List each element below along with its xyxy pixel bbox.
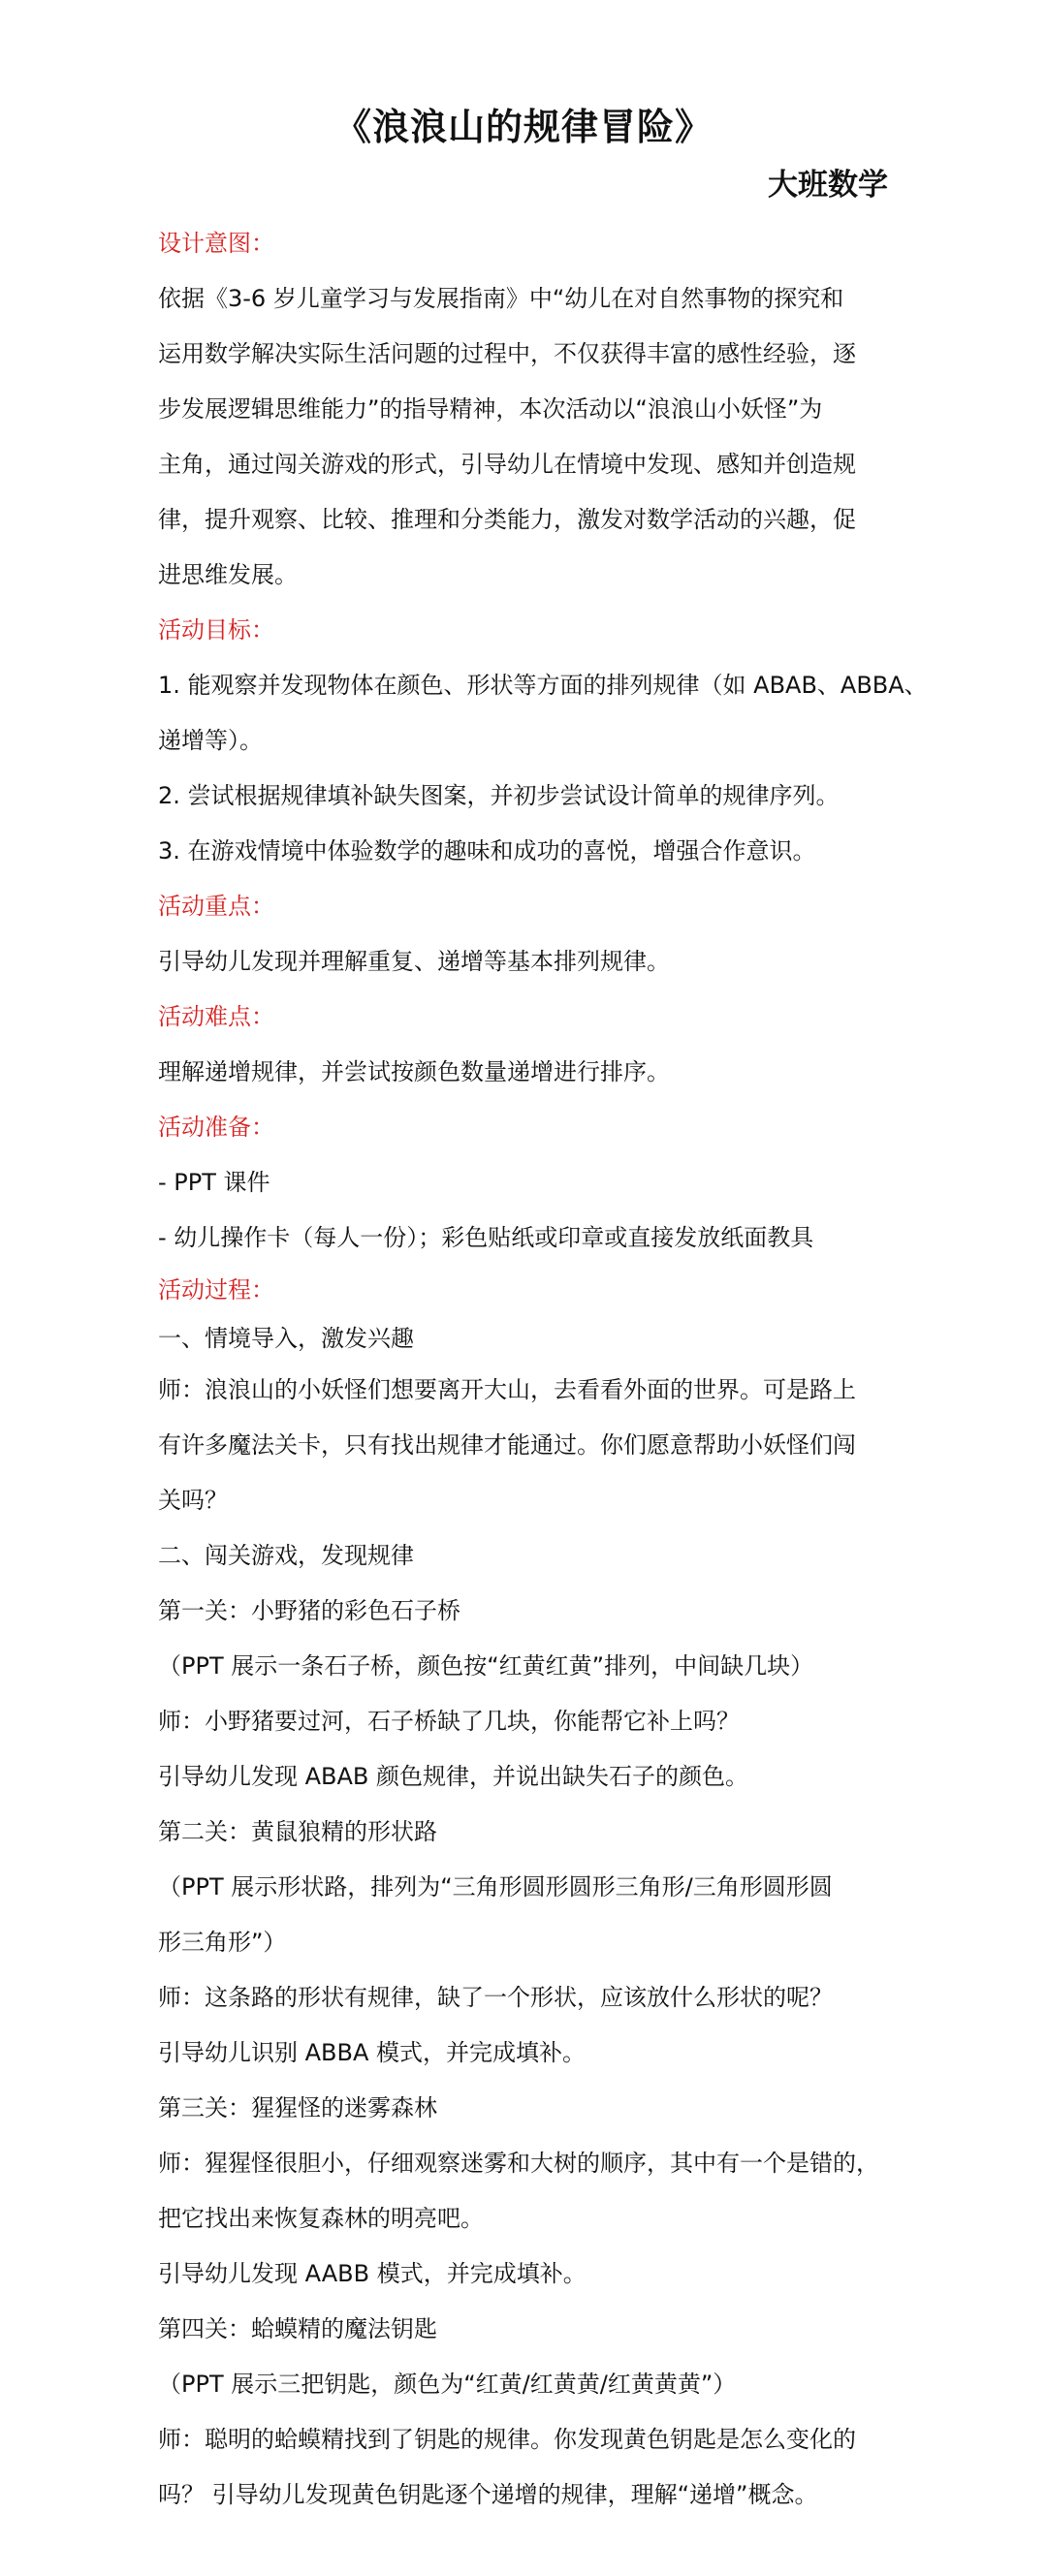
document-subtitle: 大班数学 [768, 168, 888, 203]
body-line: 师：猩猩怪很胆小，仔细观察迷雾和大树的顺序，其中有一个是错的， [158, 2150, 879, 2177]
body-line: 律，提升观察、比较、推理和分类能力，激发对数学活动的兴趣，促 [158, 506, 856, 533]
body-line: （PPT 展示一条石子桥，颜色按“红黄红黄”排列，中间缺几块） [158, 1652, 814, 1680]
body-line: 关吗？ [158, 1487, 228, 1514]
body-line: 3. 在游戏情境中体验数学的趣味和成功的喜悦，增强合作意识。 [158, 837, 816, 864]
section-heading: 活动目标： [158, 616, 274, 644]
body-line: 师：聪明的蛤蟆精找到了钥匙的规律。你发现黄色钥匙是怎么变化的 [158, 2426, 856, 2453]
body-line: 运用数学解决实际生活问题的过程中，不仅获得丰富的感性经验，逐 [158, 340, 856, 367]
section-heading: 活动重点： [158, 893, 274, 920]
body-line: 形三角形”） [158, 1929, 287, 1956]
body-line: 引导幼儿发现 ABAB 颜色规律，并说出缺失石子的颜色。 [158, 1763, 749, 1790]
body-line: （PPT 展示三把钥匙，颜色为“红黄/红黄黄/红黄黄黄”） [158, 2371, 737, 2398]
body-line: 递增等）。 [158, 727, 263, 754]
body-line: 师：这条路的形状有规律，缺了一个形状，应该放什么形状的呢？ [158, 1984, 833, 2011]
body-line: 理解递增规律，并尝试按颜色数量递增进行排序。 [158, 1058, 670, 1085]
section-heading: 活动准备： [158, 1114, 274, 1141]
body-line: 引导幼儿发现 AABB 模式，并完成填补。 [158, 2260, 587, 2287]
body-line: 依据《3-6 岁儿童学习与发展指南》中“幼儿在对自然事物的探究和 [158, 285, 844, 312]
body-line: 第四关：蛤蟆精的魔法钥匙 [158, 2315, 437, 2342]
body-line: 一、情境导入，激发兴趣 [158, 1325, 414, 1352]
body-line: 2. 尝试根据规律填补缺失图案，并初步尝试设计简单的规律序列。 [158, 782, 840, 809]
body-line: 第二关：黄鼠狼精的形状路 [158, 1818, 437, 1845]
body-line: 二、闯关游戏，发现规律 [158, 1542, 414, 1569]
section-heading: 活动过程： [158, 1276, 274, 1304]
body-line: 1. 能观察并发现物体在颜色、形状等方面的排列规律（如 ABAB、ABBA、 [158, 672, 928, 699]
body-line: 师：浪浪山的小妖怪们想要离开大山，去看看外面的世界。可是路上 [158, 1376, 856, 1403]
body-line: （PPT 展示形状路，排列为“三角形圆形圆形三角形/三角形圆形圆 [158, 1873, 833, 1901]
section-heading: 活动难点： [158, 1003, 274, 1030]
body-line: 引导幼儿识别 ABBA 模式，并完成填补。 [158, 2039, 587, 2066]
document-title: 《浪浪山的规律冒险》 [333, 106, 713, 148]
body-line: 吗？ 引导幼儿发现黄色钥匙逐个递增的规律，理解“递增”概念。 [158, 2481, 818, 2508]
body-line: 把它找出来恢复森林的明亮吧。 [158, 2205, 484, 2232]
body-line: - 幼儿操作卡（每人一份）；彩色贴纸或印章或直接发放纸面教具 [158, 1224, 814, 1251]
body-line: 第三关：猩猩怪的迷雾森林 [158, 2094, 437, 2121]
section-heading: 设计意图： [158, 230, 274, 257]
body-line: - PPT 课件 [158, 1169, 270, 1196]
body-line: 步发展逻辑思维能力”的指导精神，本次活动以“浪浪山小妖怪”为 [158, 395, 823, 423]
body-line: 有许多魔法关卡，只有找出规律才能通过。你们愿意帮助小妖怪们闯 [158, 1431, 856, 1459]
body-line: 引导幼儿发现并理解重复、递增等基本排列规律。 [158, 948, 670, 975]
body-line: 第一关：小野猪的彩色石子桥 [158, 1597, 460, 1624]
body-line: 师：小野猪要过河，石子桥缺了几块，你能帮它补上吗？ [158, 1708, 740, 1735]
body-line: 主角，通过闯关游戏的形式，引导幼儿在情境中发现、感知并创造规 [158, 451, 856, 478]
document-body [158, 216, 928, 2523]
body-line: 进思维发展。 [158, 561, 298, 588]
